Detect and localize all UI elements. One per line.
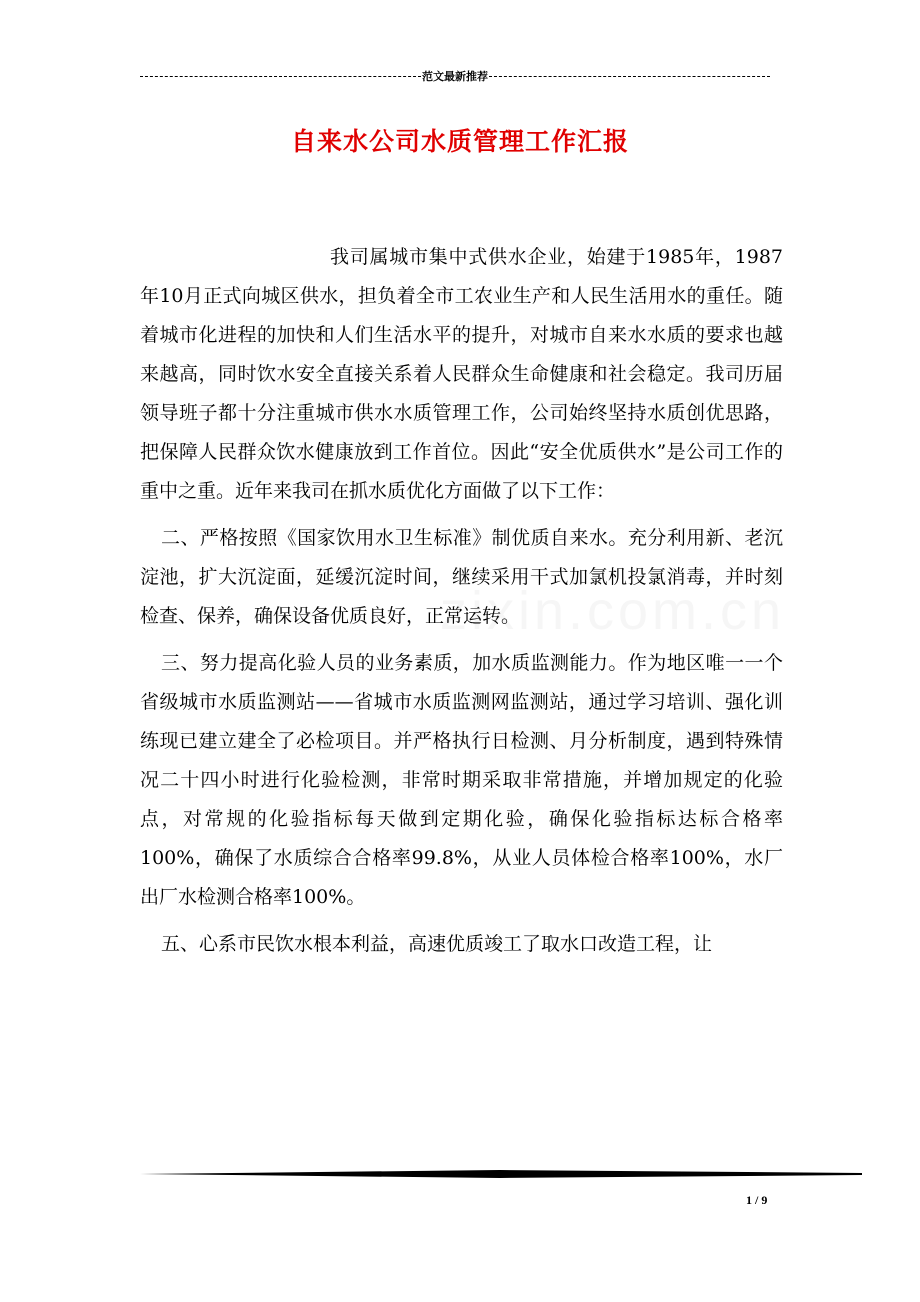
paragraph-section-5: 五、心系市民饮水根本利益，高速优质竣工了取水口改造工程，让 <box>161 933 713 955</box>
document-title: 自来水公司水质管理工作汇报 <box>290 127 629 156</box>
paragraph-section-2: 二、严格按照《国家饮用水卫生标准》制优质自来水。充分利用新、老沉淀池，扩大沉淀面，延缓沉淀时间，继续采用干式加氯机投氯消毒，并时刻检查、保养，确保设备优质良好，正常运转。 <box>140 527 783 627</box>
header-label: 范文最新推荐 <box>422 71 488 83</box>
page-header <box>140 68 770 84</box>
page-number: 1 / 9 <box>746 1193 768 1207</box>
footer-rule <box>140 1170 862 1178</box>
header-dash-right <box>489 76 770 77</box>
paragraph-section-3: 三、努力提高化验人员的业务素质，加水质监测能力。作为地区唯一一个省级城市水质监测站——省城市水质监测网监测站，通过学习培训、强化训练现已建立建全了必检项目。并严格执行日检测、月分析制度，遇到特殊情况二十四小时进行化验检测，非常时期采取非常措施，并增加规定的化验点，对常规的化验指标每天做到定期化验，确保化验指标达标合格率100%，确保了水质综合合格率99.8%，从业人员体检合格率100%，水厂出厂水检测合格率100%。 <box>140 652 783 908</box>
watermark: zixin.com.cn <box>440 581 786 641</box>
document-body <box>140 238 786 964</box>
header-dash-left <box>140 76 421 77</box>
paragraph-intro: 我司属城市集中式供水企业，始建于1985年，1987年10月正式向城区供水，担负着全市工农业生产和人民生活用水的重任。随着城市化进程的加快和人们生活水平的提升，对城市自来水水质的要求也越来越高，同时饮水安全直接关系着人民群众生命健康和社会稳定。我司历届领导班子都十分注重城市供水水质管理工作，公司始终坚持水质创优思路，把保障人民群众饮水健康放到工作首位。因此“安全优质供水”是公司工作的重中之重。近年来我司在抓水质优化方面做了以下工作： <box>140 246 783 502</box>
